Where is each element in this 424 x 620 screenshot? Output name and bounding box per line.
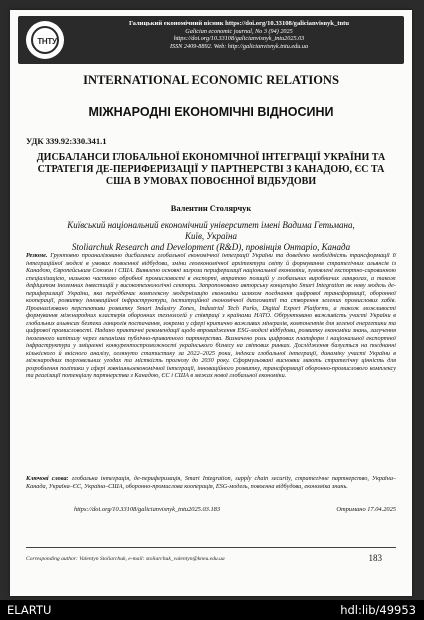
journal-issn-line: ISSN 2409-8892. Web: http://galicianvisnyk.tntu.edu.ua <box>169 42 309 50</box>
document-page <box>10 10 412 596</box>
received-date: Отримано 17.04.2025 <box>336 506 396 513</box>
keywords-label: Ключові слова: <box>26 475 69 482</box>
handle-id[interactable]: hdl:lib/49953 <box>340 603 416 617</box>
affiliation-line: Київський національний економічний університет імені Вадима Гетьмана, <box>67 220 355 230</box>
logo-ring <box>31 26 59 54</box>
section-title-en: INTERNATIONAL ECONOMIC RELATIONS <box>83 73 339 87</box>
affiliation-line: Київ, Україна <box>185 231 237 241</box>
affiliation <box>38 220 384 253</box>
author-name: Валентин Столярчук <box>170 204 252 213</box>
article-doi-link[interactable]: https://doi.org/10.33108/galicianvisnyk_tntu2025.03.183 <box>74 506 221 513</box>
abstract-label: Резюме. <box>26 252 48 259</box>
journal-header <box>18 16 404 64</box>
abstract-text: Грунтовно проаналізовано дисбаланси глобальної економічної інтеграції України та доведено необхідність трансформації її інтеграційної моделі в умовах повоєнної відбудови, зміни геоекономічної архітектури світу й формування стратегічних альянсів із Канадою, Європейським Союзом і США. Виявлено основні загрози периферизації національної економіки, зумовлені експортно-сировинною спеціалізацією, низькою часткою обробної промисловості в експорті, втратою позицій у глобальних виробничих ланцюгах, а також дефіцитом іноземних інвестицій у високотехнологічні сектори. Запропоновано авторську концепцію Smart Integration як нову модель де-периферизації України, яка передбачає комплексну модернізацію економіки шляхом поєднання цифрової трансформації, оборонної кооперації, розвитку інноваційної інфраструктури, інституційної економічної дипломатії та створення зелених промислових хабів. Проаналізовано перспективи розвитку Smart Industry Zones, Industrial Tech Parks, Digital Export Platforms, а також можливості формування міжнародних кластерів оборонних технологій у співпраці з країнами НАТО. Обґрунтовано важливість участі України в глобальних альянсах безпеки ланцюгів постачання, зокрема у сфері критично важливих мінералів, компонентів для зеленої енергетики та цифрової промисловості. Надано практичні рекомендації щодо впровадження ESG-моделі відбудови, розвитку економіки знань, залучення іноземного капіталу через механізми публічно-приватного партнерства. Визначено роль цифрових платформ і національної експортної інфраструктури у зміцненні конкурентоспроможності українського бізнесу на світових ринках. Дослідження базується на поєднанні кількісного й якісного аналізу, оглянуто статистику за 2022–2025 роки, індекси глобальної інтеграції, динаміку участі України в міжнародних торговельних угодах та місткість прогнозу до 2030 року. Сформульовані висновки мають стратегічну цінність для розроблення політики у сфері зовнішньоекономічної інтеграції, інноваційного розвитку, трансформації оборонно-промислового комплексу та реалізації потенціалу партнерства з Канадою, ЄС і США в межах нової глобальної економіки. <box>26 252 396 379</box>
udk-code: УДК 339.92:330.341.1 <box>26 136 107 146</box>
footer-divider <box>26 547 396 548</box>
page-number: 183 <box>368 553 382 563</box>
abstract <box>26 252 396 380</box>
viewer-bottom-bar <box>0 600 424 620</box>
affiliation-line: Stoliarchuk Research and Development (R&D), провінція Онтаріо, Канада <box>71 242 351 252</box>
section-title-ua: МІЖНАРОДНІ ЕКОНОМІЧНІ ВІДНОСИНИ <box>88 105 334 119</box>
journal-logo <box>26 21 64 59</box>
keywords <box>26 475 396 490</box>
article-title: ДИСБАЛАНСИ ГЛОБАЛЬНОЇ ЕКОНОМІЧНОЇ ІНТЕГРАЦІЇ УКРАЇНИ ТА СТРАТЕГІЯ ДЕ-ПЕРИФЕРИЗАЦІЇ У ПАРТНЕРСТВІ З КАНАДОЮ, ЄС ТА США В УМОВАХ ПОВОЄННОЇ ВІДБУДОВИ <box>36 152 386 187</box>
corresponding-author: Corresponding author: Valentyn Stoliarchuk, e-mail: stoliarchuk_valentyn@kneu.edu.ua <box>26 556 225 562</box>
journal-doi-line: https://doi.org/10.33108/galicianvisnyk_tntu2025.03 <box>173 35 305 43</box>
repository-name[interactable]: ELARTU <box>7 603 52 617</box>
journal-issue-line: Galician economic journal, No 3 (94) 2025 <box>185 27 293 35</box>
journal-info <box>78 20 400 50</box>
keywords-text: глобальна інтеграція, де-периферизація, Smart Integration, supply chain security, стратегічне партнерство, Україна–Канада, Україна–ЄС, Україна–США, оборонно-промислова кооперація, ESG-модель, повоєнна відбудова, економіка знань. <box>26 475 397 490</box>
logo-text: ТНТУ <box>37 37 57 46</box>
journal-name-line: Галицький економічний вісник https://doi.org/10.33108/galicianvisnyk_tntu <box>129 20 349 27</box>
